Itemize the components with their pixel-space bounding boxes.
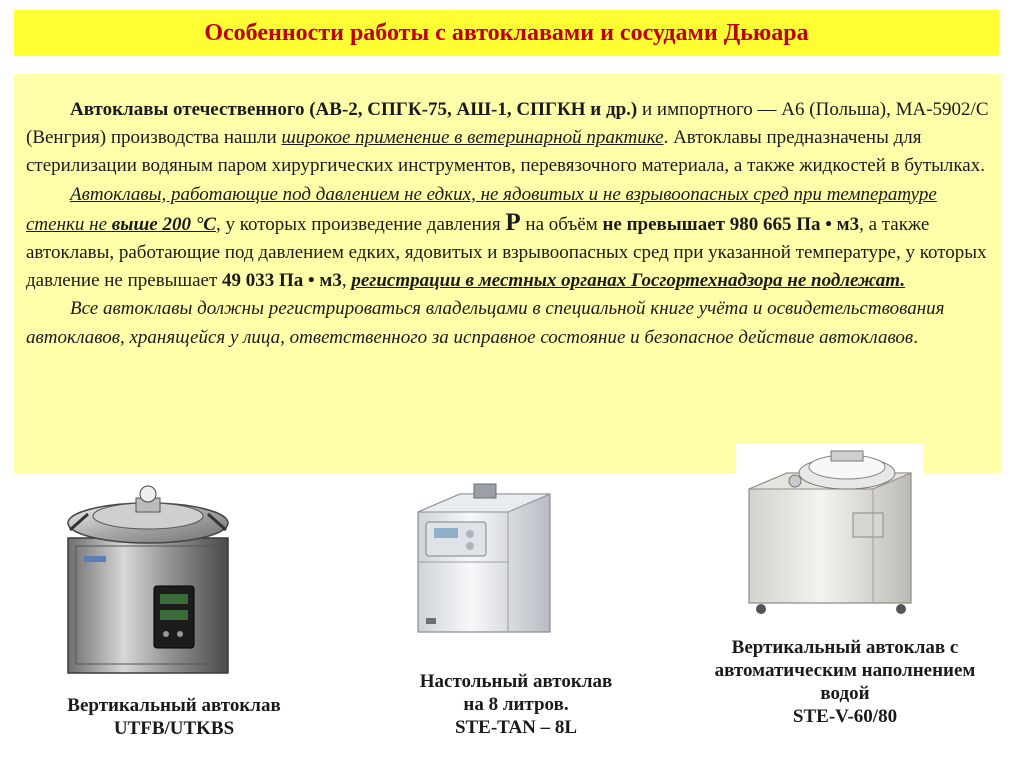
caption-ste-tan [366,670,666,739]
text-box [14,74,1001,473]
caption-ste-tan-line-3: STE-TAN – 8L [454,717,578,738]
p1-bold: Автоклавы отечественного (АВ-2, СПГК-75, АШ-1, СПГКН и др.) [70,99,638,120]
caption-ste-v-line-4: STE-V-60/80 [792,706,898,727]
paragraph-2 [26,181,994,296]
autoclave-utfb-photo [48,478,248,678]
p2-pressure-symbol: Р [505,208,521,236]
p2-text-2: на объём [520,213,603,235]
p2-italic-underlined: Автоклавы, работающие под давлением не едких, не ядовитых и не взрывоопасных сред при температуре стенки не [26,183,937,235]
autoclave-ste-v-photo [735,443,923,619]
paragraph-1 [26,96,994,181]
caption-utfb [24,694,324,740]
p1-text-1: и импортного — А6 (Польша), МА-5902/С (Венгрия) производства нашли [26,99,989,149]
p2-temperature: выше 200 °С [111,213,216,235]
caption-ste-v-line-2: автоматическим наполнением [714,660,976,681]
p2-text-1: , у которых произведение давления [215,213,506,235]
slide-title: Особенности работы с автоклавами и сосудами Дьюара [204,19,809,46]
p2-bold-1: не превышает 980 665 Па • м3 [602,213,860,235]
p1-text-2: . Автоклавы предназначены для стерилизации водяным паром хирургических инструментов, перевязочного материала, а также жидкостей в бутылках. [26,127,985,177]
p2-text-4: , [341,270,352,292]
caption-ste-v-line-1: Вертикальный автоклав с [731,637,959,658]
p2-bold-2: 49 033 Па • м3 [222,270,342,292]
caption-ste-v [670,636,1020,728]
p2-bold-underlined: регистрации в местных органах Госгортехнадзора не подлежат. [351,270,906,292]
caption-utfb-line-2: UTFB/UTKBS [113,718,235,739]
p3-italic: Все автоклавы должны регистрироваться владельцами в специальной книге учёта и освидетельствования автоклавов, хранящейся у лица, ответственного за исправное состояние и безопасное действие автоклавов [26,298,945,348]
title-bar [14,10,999,56]
caption-utfb-line-1: Вертикальный автоклав [67,695,281,716]
autoclave-ste-tan-photo [400,482,560,642]
caption-ste-tan-line-1: Настольный автоклав [419,671,613,692]
p1-italic-underlined: широкое применение в ветеринарной практике [281,127,664,149]
paragraph-3 [26,295,994,351]
caption-ste-tan-line-2: на 8 литров. [463,694,569,715]
caption-ste-v-line-3: водой [820,683,870,704]
body-text [26,96,994,352]
p2-text-3: , а также автоклавы, работающие под давлением едких, ядовитых и взрывоопасных сред при указанной температуре, у которых давление не превышает [26,213,987,292]
p3-end: . [913,326,918,348]
